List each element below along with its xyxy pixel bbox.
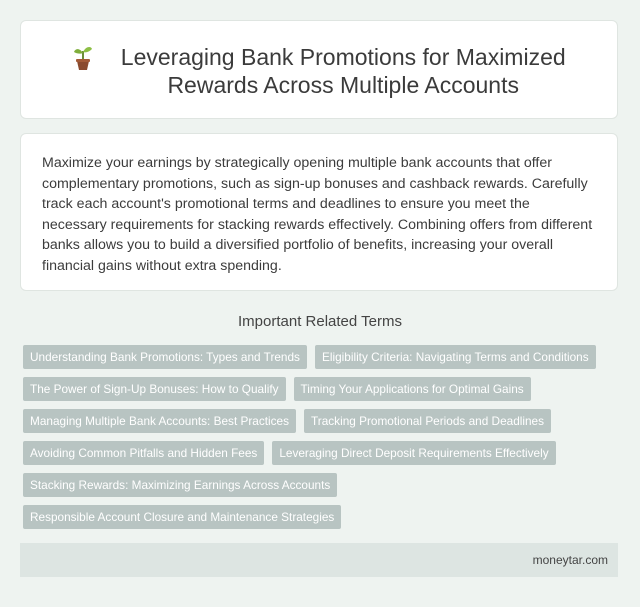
footer-bar — [20, 543, 618, 577]
footer-site-link[interactable]: moneytar.com — [532, 553, 608, 567]
seedling-icon — [72, 43, 94, 73]
tag-item[interactable]: Eligibility Criteria: Navigating Terms and Conditions — [315, 345, 596, 369]
tag-item[interactable]: Leveraging Direct Deposit Requirements Effectively — [272, 441, 555, 465]
tag-item[interactable]: The Power of Sign-Up Bonuses: How to Qualify — [23, 377, 286, 401]
tag-row — [23, 377, 623, 401]
related-terms-list — [23, 345, 623, 537]
title-card — [20, 20, 618, 119]
page-title — [121, 43, 566, 99]
title-line-1: Leveraging Bank Promotions for Maximized — [120, 44, 566, 70]
title-line-2: Rewards Across Multiple Accounts — [167, 72, 519, 98]
tag-row — [23, 409, 623, 433]
tag-item[interactable]: Tracking Promotional Periods and Deadlines — [304, 409, 551, 433]
tag-item[interactable]: Understanding Bank Promotions: Types and Trends — [23, 345, 307, 369]
summary-card — [20, 133, 618, 291]
tag-item[interactable]: Managing Multiple Bank Accounts: Best Practices — [23, 409, 296, 433]
tag-item[interactable]: Avoiding Common Pitfalls and Hidden Fees — [23, 441, 264, 465]
tag-row — [23, 505, 623, 529]
related-terms-heading: Important Related Terms — [238, 313, 402, 330]
tag-row — [23, 345, 623, 369]
tag-item[interactable]: Stacking Rewards: Maximizing Earnings Across Accounts — [23, 473, 337, 497]
tag-row — [23, 441, 623, 465]
summary-text: Maximize your earnings by strategically opening multiple bank accounts that offer complementary promotions, such as sign-up bonuses and cashback rewards. Carefully track each account's promotional terms and deadlines to ensure you meet the necessary requirements for stacking rewards effectively. Combining offers from different banks allows you to build a diversified portfolio of benefits, increasing your overall financial gains without extra spending. — [42, 155, 593, 274]
tag-item[interactable]: Timing Your Applications for Optimal Gains — [294, 377, 531, 401]
tag-row — [23, 473, 623, 497]
title-wrap — [21, 43, 617, 99]
tag-item[interactable]: Responsible Account Closure and Maintenance Strategies — [23, 505, 341, 529]
